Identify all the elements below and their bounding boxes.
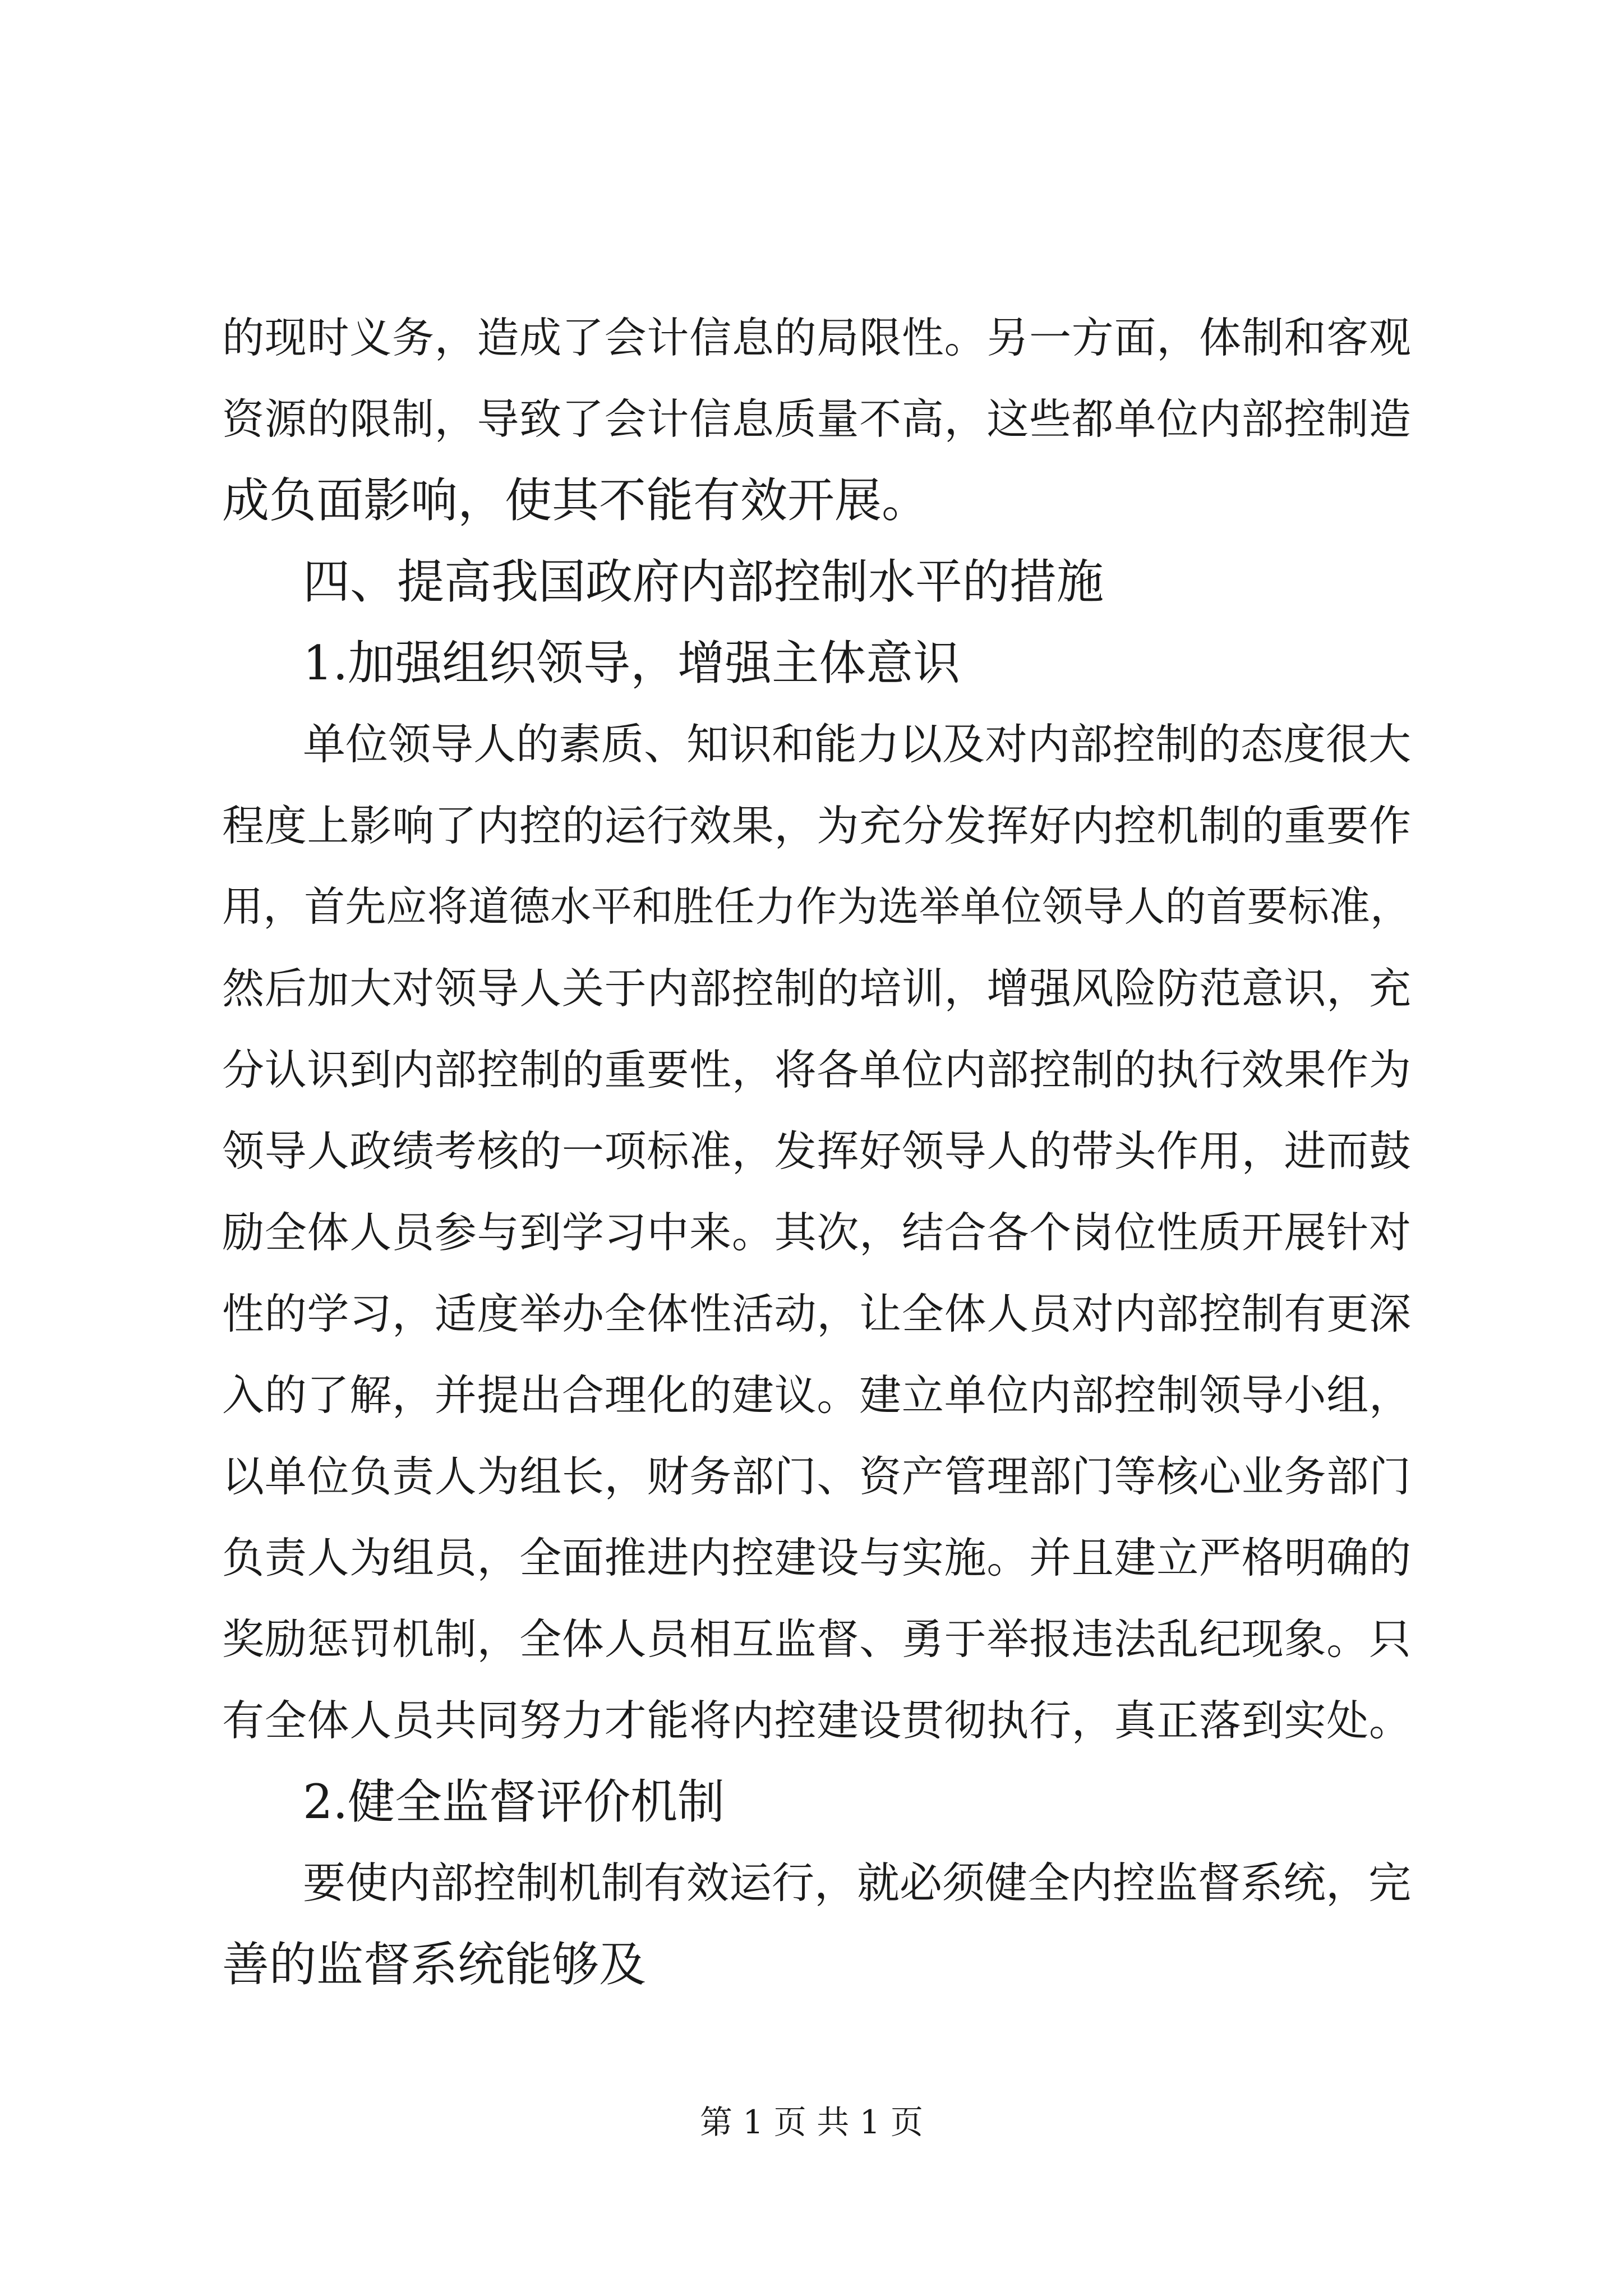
body-text-line: 程度上影响了内控的运行效果，为充分发挥好内控机制的重要作 [222,801,1411,850]
body-text-line: 用，首先应将道德水平和胜任力作为选举单位领导人的首要标准， [222,883,1411,931]
page-number-footer: 第 1 页 共 1 页 [700,2103,923,2141]
body-text-line: 性的学习，适度举办全体性活动，让全体人员对内部控制有更深 [222,1289,1411,1338]
body-text-line: 善的监督系统能够及 [222,1937,647,1992]
body-text-line: 资源的限制，导致了会计信息质量不高，这些都单位内部控制造 [222,394,1411,444]
subsection-heading: 1.加强组织领导，增强主体意识 [303,636,961,691]
body-text-line: 领导人政绩考核的一项标准，发挥好领导人的带头作用，进而鼓 [222,1126,1411,1176]
body-text-line: 要使内部控制机制有效运行，就必须健全内控监督系统，完 [303,1858,1411,1908]
body-text-line: 励全体人员参与到学习中来。其次，结合各个岗位性质开展针对 [222,1208,1411,1257]
body-text-line: 分认识到内部控制的重要性，将各单位内部控制的执行效果作为 [222,1045,1411,1094]
body-text-line: 以单位负责人为组长，财务部门、资产管理部门等核心业务部门 [222,1452,1411,1501]
section-heading: 四、提高我国政府内部控制水平的措施 [303,554,1104,609]
body-text-line: 入的了解，并提出合理化的建议。建立单位内部控制领导小组， [222,1370,1411,1420]
body-text-line: 单位领导人的素质、知识和能力以及对内部控制的态度很大 [303,719,1411,769]
body-text-line: 负责人为组员，全面推进内控建设与实施。并且建立严格明确的 [222,1533,1411,1582]
subsection-heading: 2.健全监督评价机制 [303,1774,725,1829]
body-text-line: 成负面影响，使其不能有效开展。 [222,473,929,528]
body-text-line: 有全体人员共同努力才能将内控建设贯彻执行，真正落到实处。 [222,1696,1411,1745]
body-text-line: 然后加大对领导人关于内部控制的培训，增强风险防范意识，充 [222,964,1411,1013]
body-text-line: 奖励惩罚机制，全体人员相互监督、勇于举报违法乱纪现象。只 [222,1614,1411,1664]
body-text-line: 的现时义务，造成了会计信息的局限性。另一方面，体制和客观 [222,313,1411,362]
